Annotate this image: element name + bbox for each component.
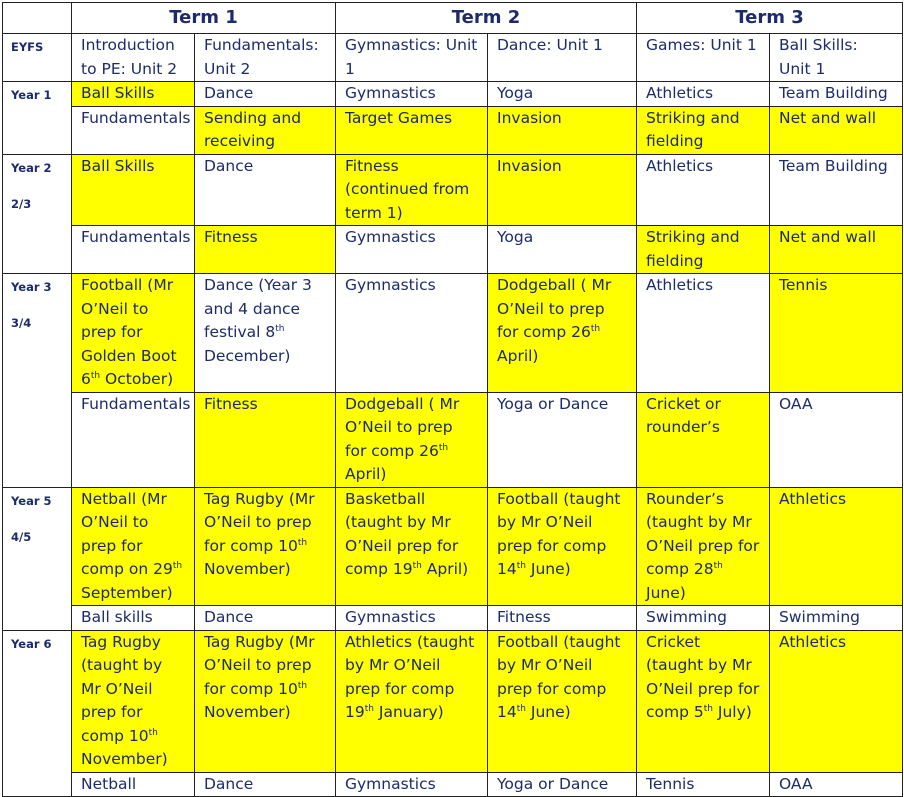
activity-cell: Gymnastics: [336, 226, 488, 274]
activity-cell: Invasion: [488, 154, 637, 226]
activity-cell: Tennis: [770, 274, 903, 393]
year-label-cell: [3, 630, 72, 797]
year-group-label: 3/4: [11, 316, 32, 330]
activity-cell: Fitness: [195, 226, 336, 274]
activity-cell: Dance: [195, 154, 336, 226]
activity-cell: Fitness: [195, 392, 336, 487]
activity-cell: Net and wall: [770, 226, 903, 274]
activity-cell: Athletics: [637, 82, 770, 107]
year-label: Year 6: [11, 636, 52, 651]
activity-cell: Athletics: [770, 630, 903, 772]
activity-cell: Team Building: [770, 82, 903, 107]
table-row: [3, 106, 903, 154]
activity-cell: Sending and receiving: [195, 106, 336, 154]
term-1-header: Term 1: [72, 3, 336, 34]
activity-cell: Striking and fielding: [637, 226, 770, 274]
activity-cell: Dance: Unit 1: [488, 34, 637, 82]
year-label: Year 2: [11, 160, 52, 175]
year-label-cell: [3, 487, 72, 630]
activity-cell: Invasion: [488, 106, 637, 154]
activity-cell: Fitness (continued from term 1): [336, 154, 488, 226]
table-row: [3, 226, 903, 274]
table-row: [3, 274, 903, 393]
table-row: [3, 630, 903, 772]
year-label: Year 5: [11, 493, 52, 508]
activity-cell: Ball Skills: [72, 154, 195, 226]
activity-cell: Gymnastics: [336, 82, 488, 107]
activity-cell: Fundamentals: [72, 226, 195, 274]
activity-cell: Ball Skills: [72, 82, 195, 107]
activity-cell: Ball Skills: Unit 1: [770, 34, 903, 82]
activity-cell: Yoga or Dance: [488, 772, 637, 797]
activity-cell: Netball (Mr O’Neil to prep for comp on 29th September): [72, 487, 195, 606]
activity-cell: Athletics: [770, 487, 903, 606]
year-label: Year 3: [11, 280, 52, 294]
table-row: [3, 82, 903, 107]
activity-cell: OAA: [770, 392, 903, 487]
activity-cell: Ball skills: [72, 606, 195, 631]
activity-cell: OAA: [770, 772, 903, 797]
table-row: [3, 487, 903, 606]
activity-cell: Striking and fielding: [637, 106, 770, 154]
activity-cell: Tag Rugby (Mr O’Neil to prep for comp 10th November): [195, 630, 336, 772]
year-label-cell: [3, 274, 72, 488]
activity-cell: Dodgeball ( Mr O’Neil to prep for comp 26th April): [488, 274, 637, 393]
activity-cell: Dance: [195, 772, 336, 797]
activity-cell: Football (Mr O’Neil to prep for Golden Boot 6th October): [72, 274, 195, 393]
activity-cell: Fitness: [488, 606, 637, 631]
activity-cell: Target Games: [336, 106, 488, 154]
activity-cell: Games: Unit 1: [637, 34, 770, 82]
activity-cell: Dodgeball ( Mr O’Neil to prep for comp 26th April): [336, 392, 488, 487]
activity-cell: Fundamentals: [72, 106, 195, 154]
activity-cell: Athletics: [637, 154, 770, 226]
activity-cell: Rounder’s (taught by Mr O’Neil prep for comp 28th June): [637, 487, 770, 606]
year-label-cell: [3, 82, 72, 155]
activity-cell: Netball: [72, 772, 195, 797]
activity-cell: Gymnastics: [336, 772, 488, 797]
activity-cell: Gymnastics: Unit 1: [336, 34, 488, 82]
activity-cell: Yoga: [488, 226, 637, 274]
activity-cell: Yoga: [488, 82, 637, 107]
activity-cell: Tag Rugby (Mr O’Neil to prep for comp 10th November): [195, 487, 336, 606]
corner-cell: [3, 3, 72, 34]
activity-cell: Team Building: [770, 154, 903, 226]
activity-cell: Basketball (taught by Mr O’Neil prep for comp 19th April): [336, 487, 488, 606]
table-row: [3, 154, 903, 226]
year-group-label: 4/5: [11, 529, 32, 544]
activity-cell: Fundamentals: [72, 392, 195, 487]
activity-cell: Net and wall: [770, 106, 903, 154]
activity-cell: Introduction to PE: Unit 2: [72, 34, 195, 82]
table-row: [3, 772, 903, 797]
year-label: EYFS: [11, 40, 44, 54]
year-group-label: 2/3: [11, 196, 32, 211]
activity-cell: Swimming: [770, 606, 903, 631]
activity-cell: Athletics (taught by Mr O’Neil prep for comp 19th January): [336, 630, 488, 772]
activity-cell: Cricket (taught by Mr O’Neil prep for comp 5th July): [637, 630, 770, 772]
term-3-header: Term 3: [637, 3, 903, 34]
header-row: [3, 3, 903, 34]
table-row: [3, 392, 903, 487]
year-label: Year 1: [11, 88, 52, 102]
activity-cell: Dance: [195, 606, 336, 631]
term-2-header: Term 2: [336, 3, 637, 34]
table-row: [3, 606, 903, 631]
activity-cell: Fundamentals: Unit 2: [195, 34, 336, 82]
activity-cell: Swimming: [637, 606, 770, 631]
activity-cell: Gymnastics: [336, 274, 488, 393]
activity-cell: Tennis: [637, 772, 770, 797]
activity-cell: Dance: [195, 82, 336, 107]
activity-cell: Yoga or Dance: [488, 392, 637, 487]
year-label-cell: [3, 34, 72, 82]
curriculum-body: [3, 34, 903, 797]
pe-curriculum-table: [2, 2, 903, 797]
activity-cell: Football (taught by Mr O’Neil prep for comp 14th June): [488, 487, 637, 606]
activity-cell: Dance (Year 3 and 4 dance festival 8th December): [195, 274, 336, 393]
year-label-cell: [3, 154, 72, 274]
activity-cell: Football (taught by Mr O’Neil prep for comp 14th June): [488, 630, 637, 772]
table-row: [3, 34, 903, 82]
activity-cell: Athletics: [637, 274, 770, 393]
activity-cell: Tag Rugby (taught by Mr O’Neil prep for comp 10th November): [72, 630, 195, 772]
activity-cell: Gymnastics: [336, 606, 488, 631]
activity-cell: Cricket or rounder’s: [637, 392, 770, 487]
